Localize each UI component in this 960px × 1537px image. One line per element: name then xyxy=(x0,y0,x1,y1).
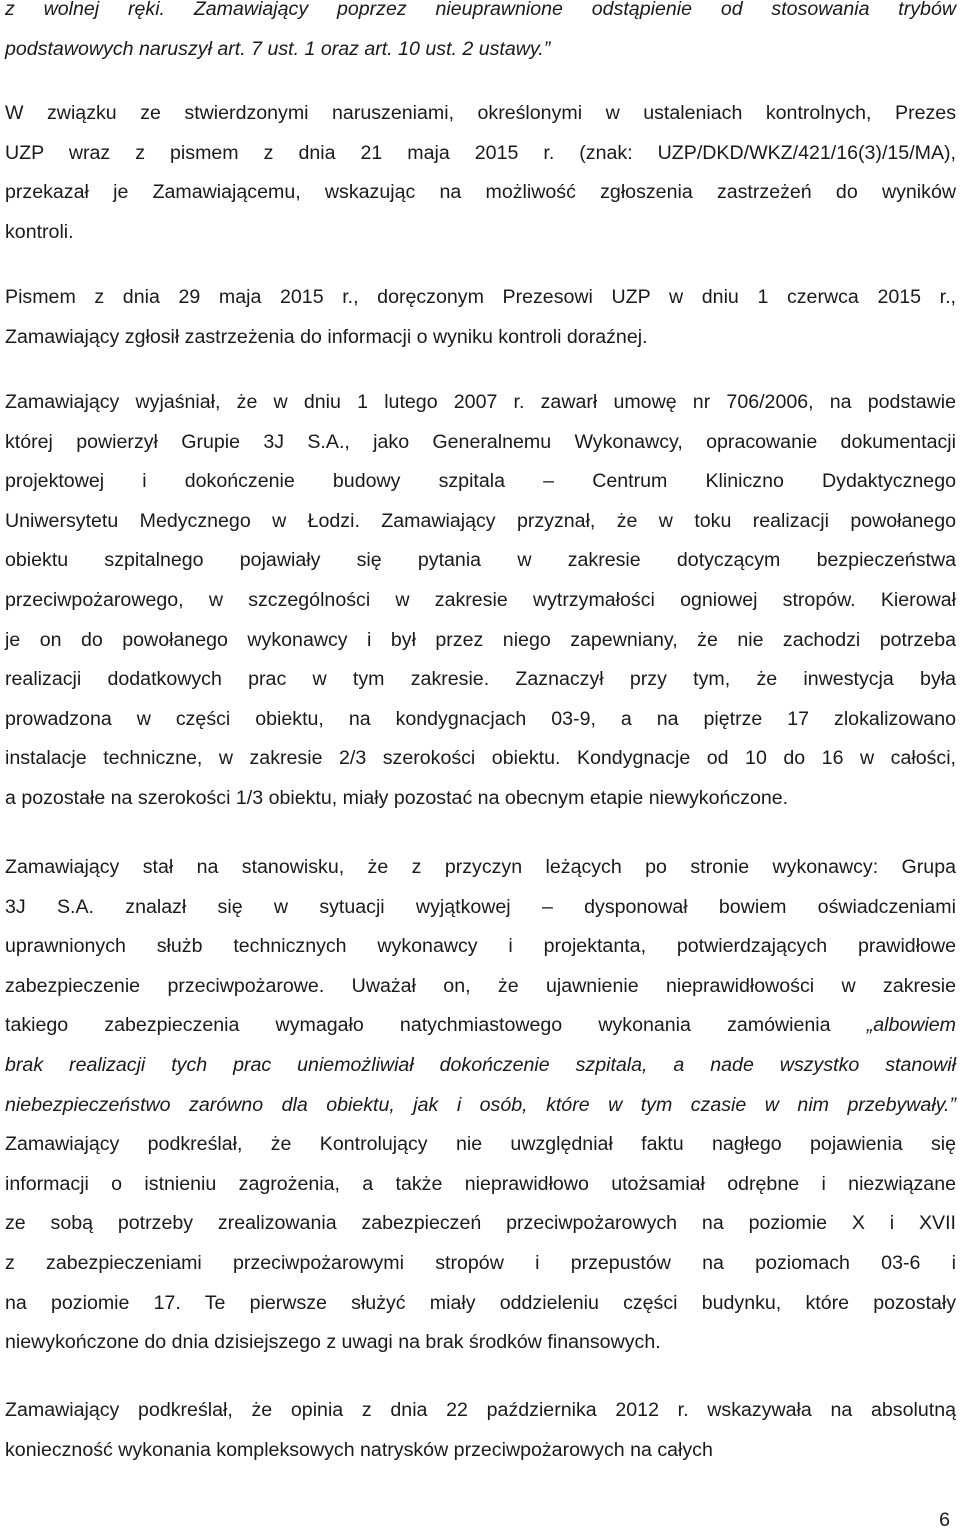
text-line xyxy=(5,462,956,502)
text-run: je on do powołanego wykonawcy i był przez niego zapewniany, że nie zachodzi potrzeba xyxy=(5,628,956,651)
text-run: W związku ze stwierdzonymi naruszeniami, określonymi w ustaleniach kontrolnych, Prezes xyxy=(5,102,956,124)
text-line xyxy=(5,1165,956,1205)
text-line xyxy=(5,581,956,621)
text-line xyxy=(5,94,956,134)
text-line xyxy=(5,848,956,888)
paragraph-quote-end xyxy=(5,0,956,69)
text-line xyxy=(5,1046,956,1086)
text-line xyxy=(5,502,956,542)
italic-text: z wolnej ręki. Zamawiający poprzez nieuprawnione odstąpienie od stosowania trybów xyxy=(5,0,956,20)
text-line xyxy=(5,967,956,1007)
text-run: a pozostałe na szerokości 1/3 obiektu, miały pozostać na obecnym etapie niewykończone. xyxy=(5,786,789,809)
text-line xyxy=(5,1244,956,1284)
text-line xyxy=(5,779,956,819)
text-run: Zamawiający podkreślał, że Kontrolujący nie uwzględniał faktu nagłego pojawienia się xyxy=(5,1133,956,1156)
text-line xyxy=(5,1006,956,1046)
italic-text: „albowiem xyxy=(866,1014,956,1037)
text-run: realizacji dodatkowych prac w tym zakresie. Zaznaczył przy tym, że inwestycja była xyxy=(5,668,956,691)
text-line xyxy=(5,1284,956,1324)
text-line xyxy=(5,173,956,213)
text-run: z zabezpieczeniami przeciwpożarowymi stropów i przepustów na poziomach 03-6 i xyxy=(5,1251,956,1274)
text-run: takiego zabezpieczenia wymagało natychmiastowego wykonania zamówienia xyxy=(5,1014,867,1037)
text-run: przeciwpożarowego, w szczególności w zakresie wytrzymałości ogniowej stropów. Kierował xyxy=(5,588,956,611)
text-line xyxy=(5,1125,956,1165)
text-line xyxy=(5,278,956,318)
text-run: konieczność wykonania kompleksowych natrysków przeciwpożarowych na całych xyxy=(5,1438,713,1461)
text-run: instalacje techniczne, w zakresie 2/3 szerokości obiektu. Kondygnacje od 10 do 16 w całości, xyxy=(5,747,956,770)
text-run: Pismem z dnia 29 maja 2015 r., doręczonym Prezesowi UZP w dniu 1 czerwca 2015 r., xyxy=(5,286,956,308)
text-line xyxy=(5,700,956,740)
text-run: Zamawiający stał na stanowisku, że z przyczyn leżących po stronie wykonawcy: Grupa xyxy=(5,856,956,878)
text-line xyxy=(5,213,956,253)
text-run: informacji o istnieniu zagrożenia, a także nieprawidłowo utożsamiał odrębne i niezwiązane xyxy=(5,1172,956,1195)
text-run: niewykończone do dnia dzisiejszego z uwagi na brak środków finansowych. xyxy=(5,1331,661,1354)
text-run: Zamawiający podkreślał, że opinia z dnia 22 października 2012 r. wskazywała na absolutną xyxy=(5,1399,956,1421)
text-line xyxy=(5,541,956,581)
page-number: 6 xyxy=(939,1509,950,1531)
text-line xyxy=(5,318,956,358)
text-run: kontroli. xyxy=(5,220,74,243)
text-run: na poziomie 17. Te pierwsze służyć miały oddzieleniu części budynku, które pozostały xyxy=(5,1291,956,1314)
text-line xyxy=(5,1391,956,1431)
text-line xyxy=(5,739,956,779)
text-line xyxy=(5,0,956,30)
text-line xyxy=(5,927,956,967)
text-run: obiektu szpitalnego pojawiały się pytania w zakresie dotyczącym bezpieczeństwa xyxy=(5,549,956,572)
text-line xyxy=(5,1086,956,1126)
text-run: Zamawiający zgłosił zastrzeżenia do informacji o wyniku kontroli doraźnej. xyxy=(5,325,648,348)
text-line xyxy=(5,660,956,700)
text-run: przekazał je Zamawiającemu, wskazując na możliwość zgłoszenia zastrzeżeń do wyników xyxy=(5,181,956,204)
text-run: projektowej i dokończenie budowy szpitala – Centrum Kliniczno Dydaktycznego xyxy=(5,470,956,493)
text-line xyxy=(5,1323,956,1363)
text-line xyxy=(5,888,956,928)
text-run: uprawnionych służb technicznych wykonawcy i projektanta, potwierdzających prawidłowe xyxy=(5,935,956,958)
italic-text: niebezpieczeństwo zarówno dla obiektu, jak i osób, które w tym czasie w nim przebywały.” xyxy=(5,1093,956,1116)
text-run: zabezpieczenie przeciwpożarowe. Uważał on, że ujawnienie nieprawidłowości w zakresie xyxy=(5,974,956,997)
italic-text: podstawowych naruszył art. 7 ust. 1 oraz art. 10 ust. 2 ustawy.” xyxy=(5,37,551,60)
text-run: ze sobą potrzeby zrealizowania zabezpieczeń przeciwpożarowych na poziomie X i XVII xyxy=(5,1212,956,1235)
text-line xyxy=(5,423,956,463)
paragraph-contract xyxy=(5,383,956,819)
text-line xyxy=(5,621,956,661)
text-line xyxy=(5,1204,956,1244)
text-run: prowadzona w części obiektu, na kondygnacjach 03-9, a na piętrze 17 zlokalizowano xyxy=(5,707,956,730)
paragraph-violations xyxy=(5,94,956,252)
paragraph-objections xyxy=(5,278,956,357)
paragraph-opinion xyxy=(5,1391,956,1470)
text-run: Uniwersytetu Medycznego w Łodzi. Zamawiający przyznał, że w toku realizacji powołanego xyxy=(5,509,956,532)
text-run: UZP wraz z pismem z dnia 21 maja 2015 r. (znak: UZP/DKD/WKZ/421/16(3)/15/MA), xyxy=(5,141,956,164)
document-page xyxy=(5,0,956,1537)
text-run: której powierzył Grupie 3J S.A., jako Generalnemu Wykonawcy, opracowanie dokumentacji xyxy=(5,430,956,453)
text-run: Zamawiający wyjaśniał, że w dniu 1 lutego 2007 r. zawarł umowę nr 706/2006, na podstawie xyxy=(5,391,956,413)
text-line xyxy=(5,383,956,423)
text-line xyxy=(5,1431,956,1471)
text-line xyxy=(5,30,956,70)
text-run: 3J S.A. znalazł się w sytuacji wyjątkowej – dysponował bowiem oświadczeniami xyxy=(5,895,956,918)
text-line xyxy=(5,134,956,174)
paragraph-position xyxy=(5,848,956,1363)
italic-text: brak realizacji tych prac uniemożliwiał dokończenie szpitala, a nade wszystko stanowił xyxy=(5,1053,956,1076)
